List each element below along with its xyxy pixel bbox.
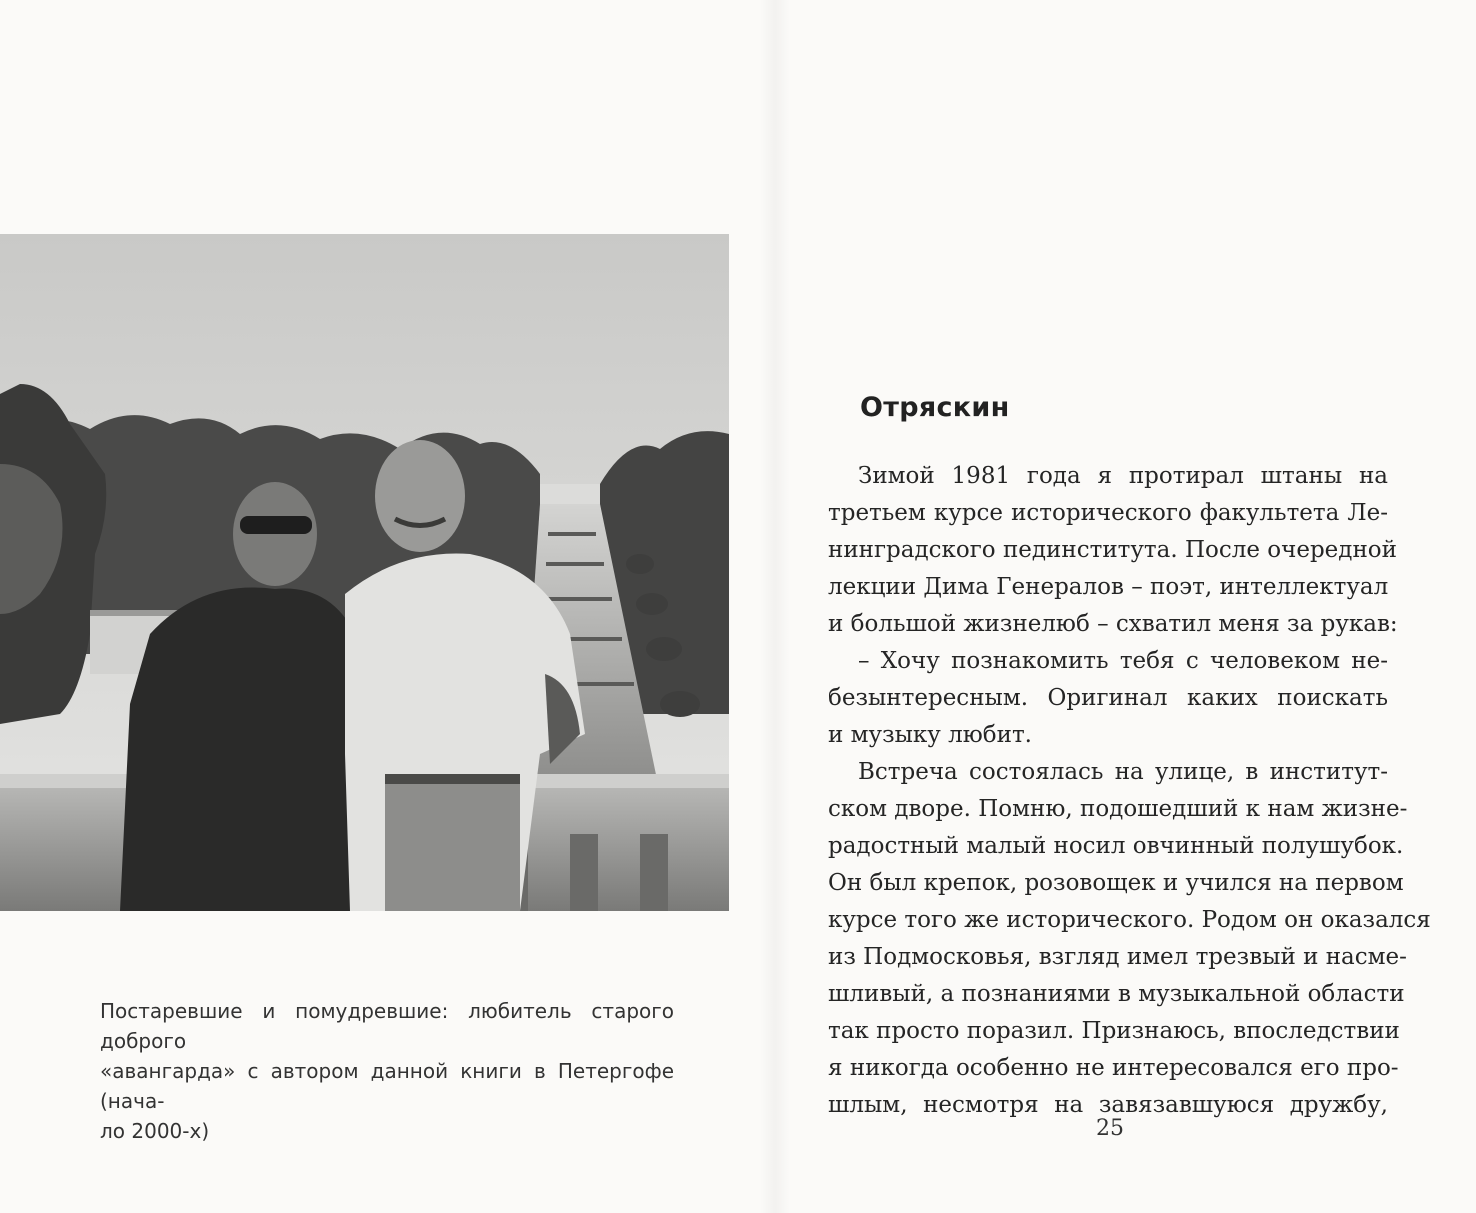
page-number: 25 <box>1096 1116 1124 1141</box>
chapter-title: Отряскин <box>860 392 1010 423</box>
text-line: Он был крепок, розовощек и учился на первом <box>828 870 1404 896</box>
text-line: из Подмосковья, взгляд имел трезвый и насме- <box>828 944 1407 970</box>
text-line: нинградского пединститута. После очередной <box>828 537 1397 563</box>
text-line: я никогда особенно не интересовался его про- <box>828 1055 1399 1081</box>
text-line: лекции Дима Генералов – поэт, интеллектуал <box>828 574 1389 600</box>
text-line: радостный малый носил овчинный полушубок. <box>828 833 1404 859</box>
caption-line: Постаревшие и помудревшие: любитель старого доброго <box>100 999 674 1053</box>
text-line: безынтересным. Оригинал каких поискать <box>828 685 1388 711</box>
text-line: шлым, несмотря на завязавшуюся дружбу, <box>828 1092 1388 1118</box>
text-line: шливый, а познаниями в музыкальной области <box>828 981 1405 1007</box>
page-gutter-shadow <box>760 0 790 1213</box>
text-line: третьем курсе исторического факультета Ле- <box>828 500 1388 526</box>
caption-line: ло 2000-х) <box>100 1119 210 1143</box>
text-line: Зимой 1981 года я протирал штаны на <box>858 463 1388 489</box>
chapter-body <box>828 458 1431 1124</box>
photo-caption <box>100 996 674 1146</box>
caption-line: «авангарда» с автором данной книги в Петергофе (нача- <box>100 1059 674 1113</box>
text-line: – Хочу познакомить тебя с человеком не- <box>858 648 1388 674</box>
text-line: Встреча состоялась на улице, в институт- <box>858 759 1388 785</box>
text-line: курсе того же исторического. Родом он оказался <box>828 907 1431 933</box>
text-line: и большой жизнелюб – схватил меня за рукав: <box>828 611 1398 637</box>
text-line: ском дворе. Помню, подошедший к нам жизне- <box>828 796 1408 822</box>
text-line: и музыку любит. <box>828 722 1032 748</box>
text-line: так просто поразил. Признаюсь, впоследствии <box>828 1018 1400 1044</box>
photograph <box>0 234 729 911</box>
